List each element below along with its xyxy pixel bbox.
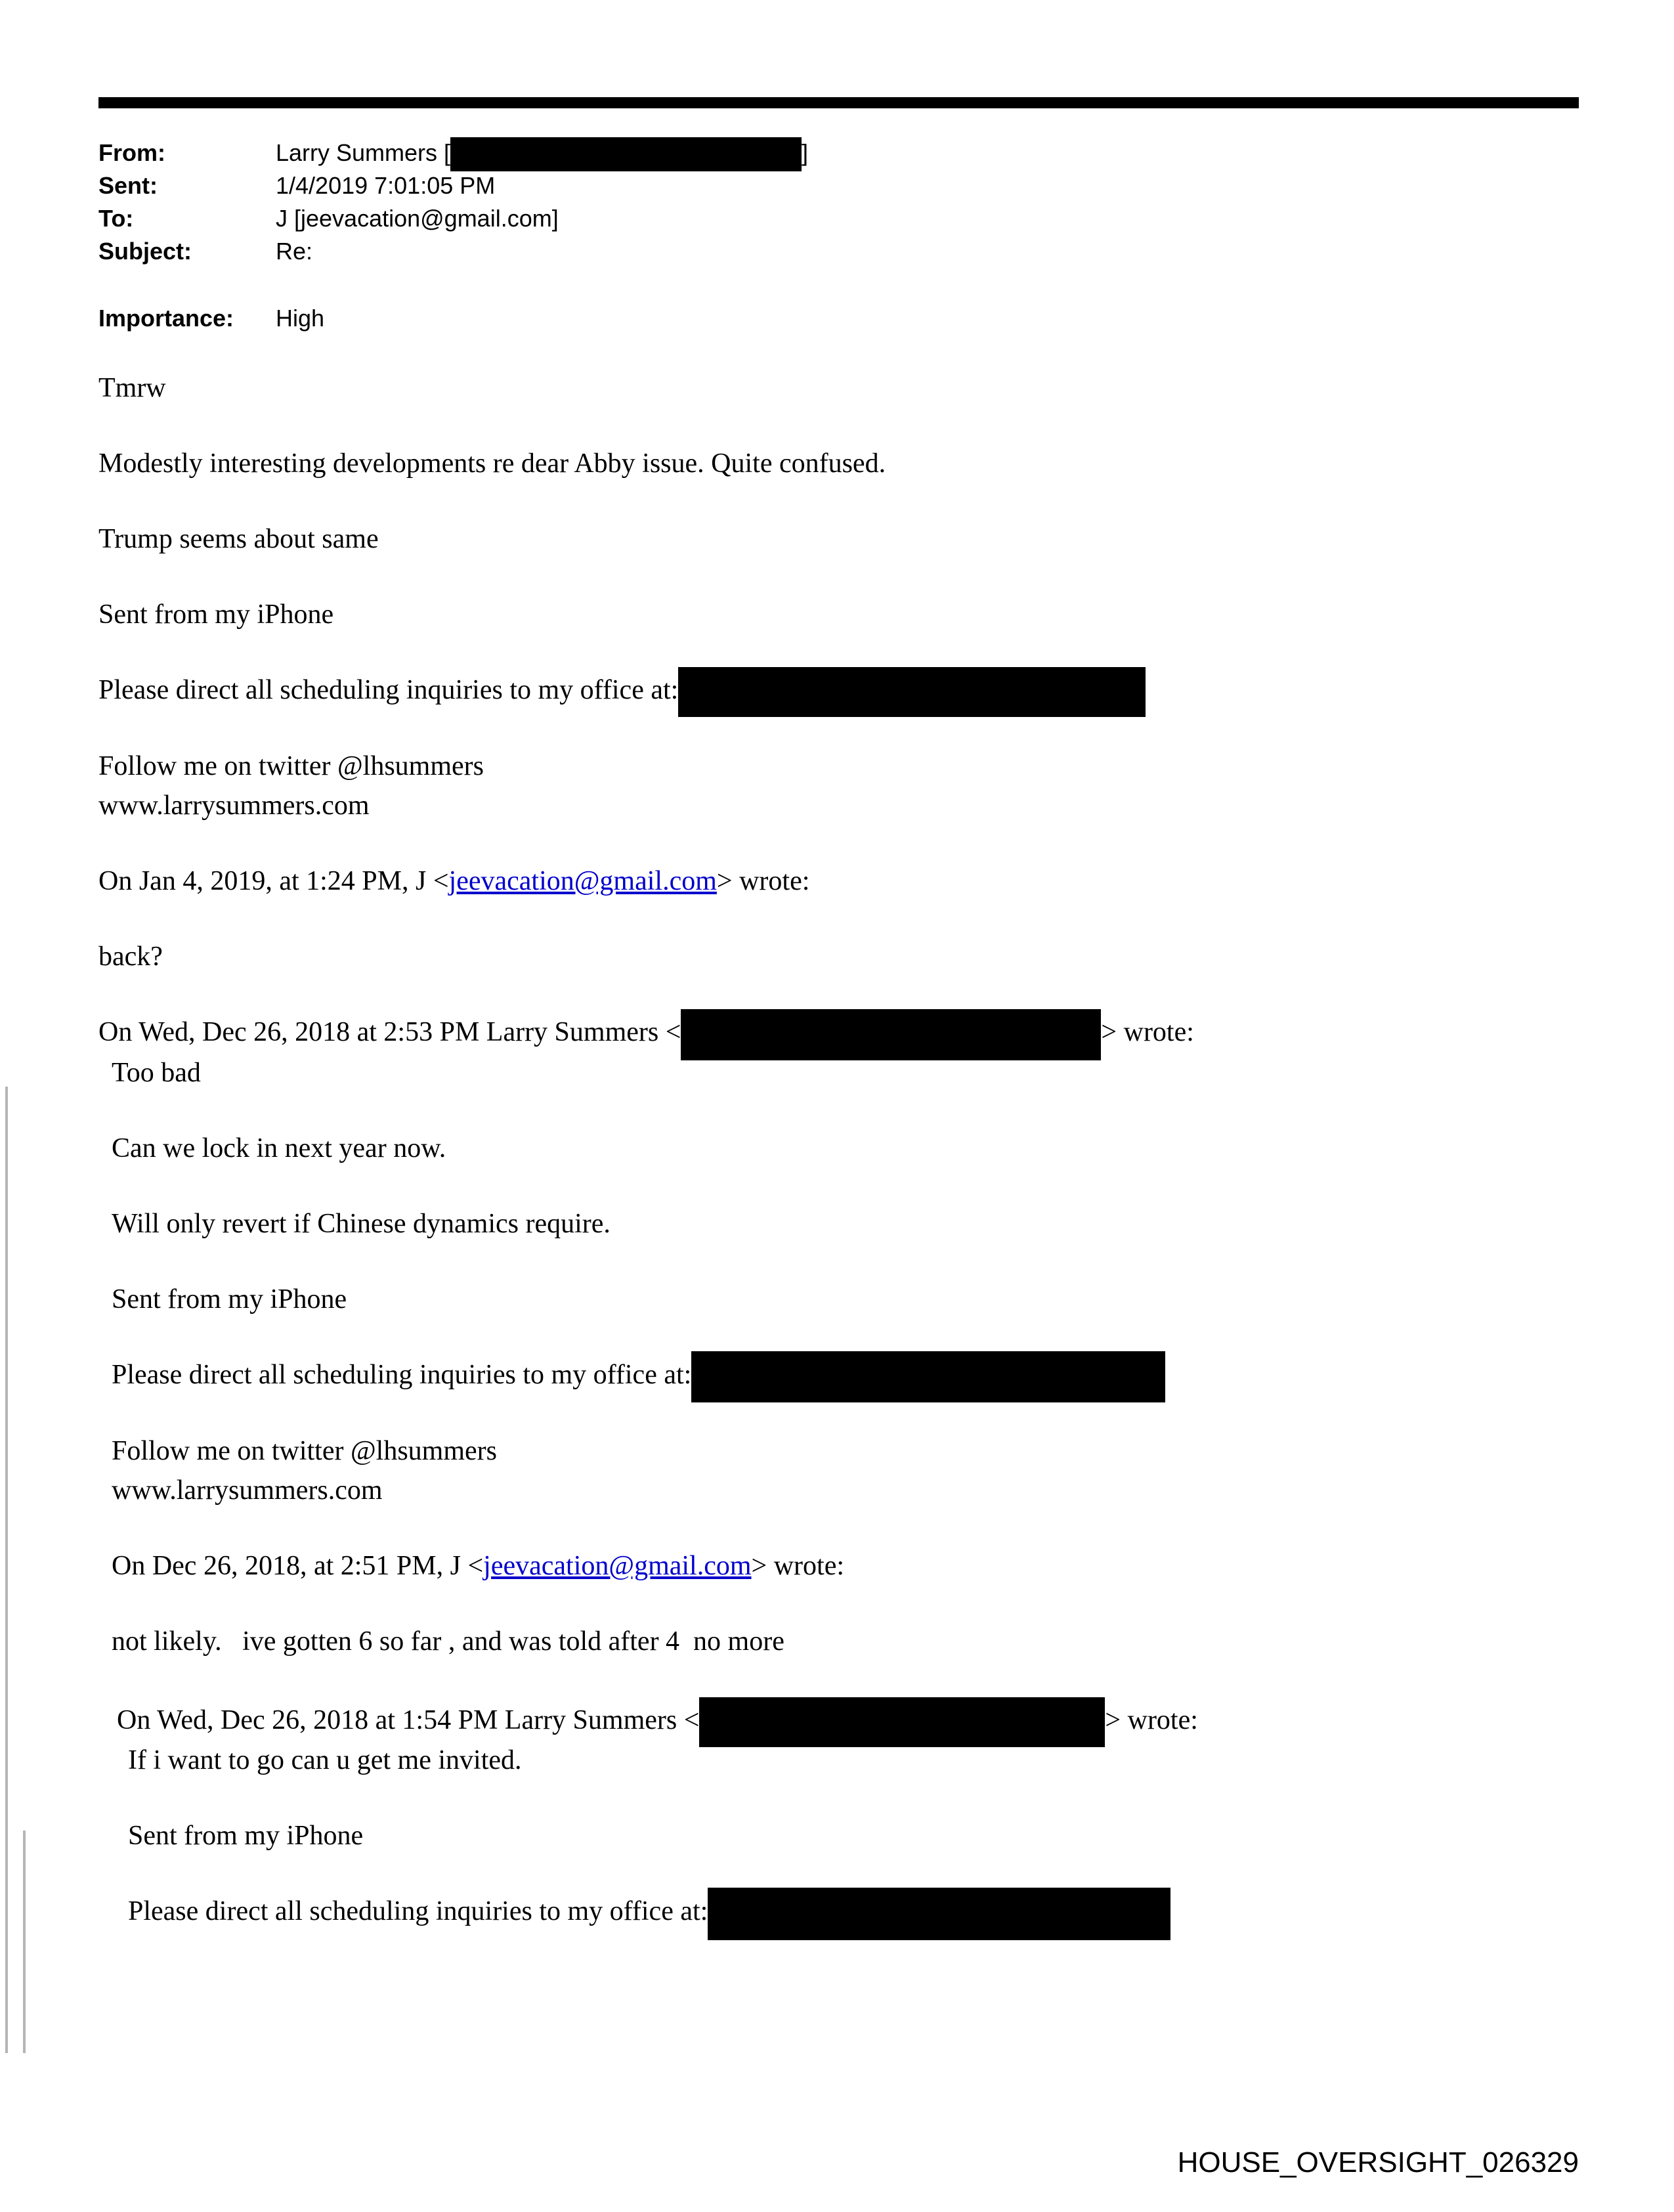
quote-indent-line — [5, 1087, 8, 2053]
body-paragraph: Too bad — [112, 1057, 201, 1088]
redaction-bar — [450, 137, 802, 171]
subject-value: Re: — [276, 238, 313, 265]
website-line: www.larrysummers.com — [112, 1475, 383, 1506]
attribution-suffix: > wrote: — [716, 866, 810, 897]
header-row-subject — [98, 235, 1578, 268]
quote-attribution-line — [98, 1012, 1578, 1052]
subject-label: Subject: — [98, 238, 192, 265]
from-value-suffix: ] — [802, 139, 809, 166]
email-link[interactable]: jeevacation@gmail.com — [448, 866, 717, 897]
signature-sent-from-iphone: Sent from my iPhone — [128, 1821, 364, 1852]
importance-label: Importance: — [98, 305, 234, 332]
header-row-from — [98, 137, 1578, 169]
attribution-prefix: On Jan 4, 2019, at 1:24 PM, J < — [98, 866, 449, 897]
body-paragraph: If i want to go can u get me invited. — [128, 1745, 522, 1776]
to-value: J [jeevacation@gmail.com] — [276, 205, 559, 232]
body-paragraph: Can we lock in next year now. — [112, 1133, 446, 1163]
attribution-suffix: > wrote: — [751, 1551, 845, 1582]
header-row-importance — [98, 302, 1578, 335]
redaction-bar — [681, 1009, 1101, 1060]
signature-links — [98, 747, 1578, 825]
signature-sent-from-iphone: Sent from my iPhone — [112, 1284, 347, 1314]
redaction-bar — [699, 1697, 1105, 1747]
body-paragraph: Will only revert if Chinese dynamics require. — [112, 1208, 611, 1239]
to-label: To: — [98, 205, 134, 232]
attribution-prefix: On Dec 26, 2018, at 2:51 PM, J < — [112, 1551, 484, 1582]
quoted-message — [128, 1741, 1578, 1932]
sent-value: 1/4/2019 7:01:05 PM — [276, 172, 496, 199]
attribution-suffix: > wrote: — [1105, 1705, 1198, 1736]
from-label: From: — [98, 139, 165, 166]
redaction-bar — [691, 1351, 1165, 1402]
twitter-line: Follow me on twitter @lhsummers — [98, 751, 484, 782]
attribution-prefix: On Wed, Dec 26, 2018 at 2:53 PM Larry Summers < — [98, 1017, 681, 1048]
body-paragraph: not likely. ive gotten 6 so far , and was told after 4 no more — [112, 1626, 784, 1657]
redaction-bar — [678, 667, 1146, 717]
sent-label: Sent: — [98, 172, 158, 199]
header-row-to — [98, 202, 1578, 235]
signature-scheduling-line — [128, 1892, 1578, 1932]
signature-sent-from-iphone: Sent from my iPhone — [98, 599, 334, 630]
from-value-prefix: Larry Summers [ — [276, 139, 451, 166]
website-line: www.larrysummers.com — [98, 791, 370, 821]
email-header — [98, 137, 1578, 335]
body-paragraph: Trump seems about same — [98, 524, 379, 554]
attribution-prefix: On Wed, Dec 26, 2018 at 1:54 PM Larry Summers < — [117, 1705, 700, 1736]
top-divider-rule — [98, 97, 1579, 108]
scheduling-text: Please direct all scheduling inquiries to my office at: — [98, 675, 679, 705]
attribution-suffix: > wrote: — [1101, 1017, 1194, 1048]
body-paragraph: Tmrw — [98, 373, 166, 403]
importance-value: High — [276, 305, 325, 332]
signature-scheduling-line — [98, 670, 1578, 710]
from-value — [276, 137, 1578, 169]
header-row-sent — [98, 169, 1578, 202]
quote-attribution-line — [112, 1701, 1578, 1741]
signature-scheduling-line — [112, 1355, 1578, 1395]
body-paragraph: back? — [98, 942, 163, 972]
twitter-line: Follow me on twitter @lhsummers — [112, 1436, 497, 1467]
body-paragraph: Modestly interesting developments re dear Abby issue. Quite confused. — [98, 448, 886, 479]
document-content — [98, 137, 1578, 1968]
quote-attribution-line — [112, 1546, 1578, 1586]
email-link[interactable]: jeevacation@gmail.com — [483, 1551, 752, 1582]
email-body — [98, 368, 1578, 1932]
quote-attribution-line — [98, 861, 1578, 901]
scheduling-text: Please direct all scheduling inquiries to my office at: — [112, 1359, 692, 1390]
bates-number: HOUSE_OVERSIGHT_026329 — [1177, 2146, 1579, 2179]
signature-links — [112, 1431, 1578, 1510]
redaction-bar — [708, 1888, 1170, 1940]
quote-indent-line — [23, 1831, 26, 2053]
scheduling-text: Please direct all scheduling inquiries to my office at: — [128, 1896, 708, 1927]
quoted-message — [112, 1053, 1578, 1932]
